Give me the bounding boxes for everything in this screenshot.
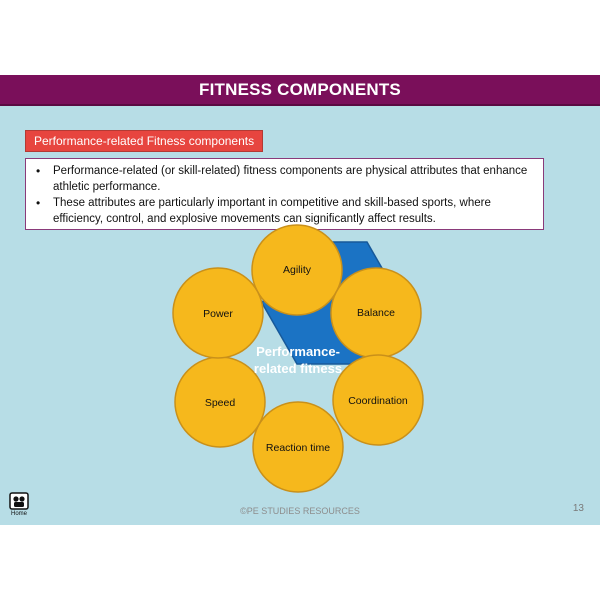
node-label-agility: Agility	[282, 264, 312, 276]
node-label-reaction-time: Reaction time	[265, 442, 331, 454]
page-number: 13	[572, 503, 584, 514]
fitness-diagram	[0, 75, 600, 525]
node-label-coordination: Coordination	[348, 395, 408, 407]
node-label-balance: Balance	[357, 307, 395, 319]
footer-copyright: ©PE STUDIES RESOURCES	[240, 506, 360, 516]
home-label: Home	[10, 511, 27, 517]
slide	[0, 75, 600, 525]
slide-title: FITNESS COMPONENTS	[199, 79, 401, 99]
section-subtitle: Performance-related Fitness components	[25, 130, 263, 152]
bullet-item: • These attributes are particularly important in competitive and skill-based sports, where efficiency, control, and explosive movements can significantly affect results.	[33, 195, 535, 227]
node-label-power: Power	[203, 308, 233, 320]
center-label-line1: Performance-	[256, 344, 340, 359]
bullet-item: • Performance-related (or skill-related) fitness components are physical attributes that enhance athletic performance.	[33, 163, 535, 195]
node-label-speed: Speed	[204, 397, 236, 409]
center-label-line2: related fitness	[253, 361, 343, 376]
